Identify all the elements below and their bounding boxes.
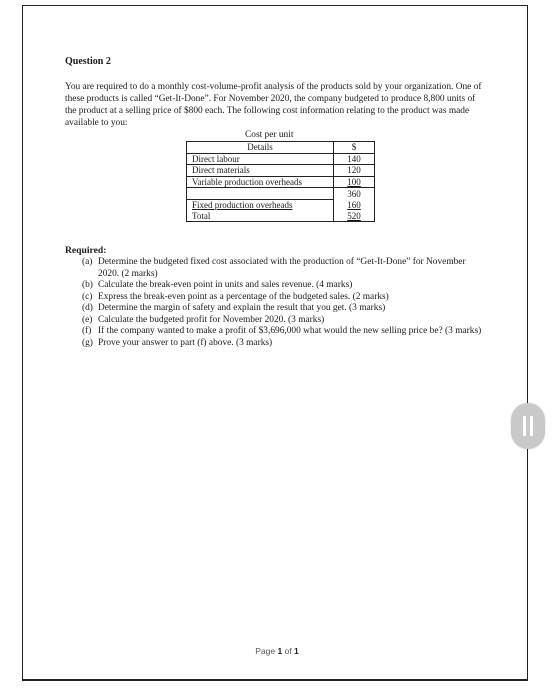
required-list [82,257,486,349]
table-row [187,200,375,211]
list-item [82,315,486,327]
list-item [82,303,486,315]
table-row [187,211,375,222]
row-label: Fixed production overheads [192,200,293,210]
part-text: If the company wanted to make a profit of $3,696,000 what would the new selling price be? (3 marks) [98,326,482,336]
table-row [187,176,375,188]
table-caption: Cost per unit [245,130,294,140]
intro-paragraph: You are required to do a monthly cost-volume-profit analysis of the products sold by your organization. One of these products is called “Get-It-Done”. For November 2020, the company budgeted to produce 8,800 units of the product at a selling price of $800 each. The following cost information relating to the product was made available to you: [65,82,482,128]
part-text: Prove your answer to part (f) above. (3 marks) [98,337,273,348]
part-tag: (e) [82,314,93,325]
row-amount: 520 [347,210,361,221]
row-amount: 360 [334,188,375,200]
row-amount: 160 [347,199,361,210]
table-row [187,153,375,165]
required-heading: Required: [65,245,107,256]
question-title: Question 2 [65,56,111,67]
part-tag: (d) [82,303,93,313]
amount-header: $ [334,142,375,154]
row-label: Direct labour [187,153,334,165]
row-label: Variable production overheads [187,176,334,188]
row-label: Total [187,211,334,222]
current-page: 1 [277,646,283,656]
part-text: Express the break-even point as a percentage of the budgeted sales. (2 marks) [98,291,389,302]
list-item [82,292,486,304]
part-tag: (b) [82,280,93,290]
row-amount: 140 [334,153,375,165]
total-pages: 1 [294,646,299,656]
part-tag: (a) [82,257,93,267]
part-text: Determine the budgeted fixed cost associated with the production of “Get-It-Done” for November 2020. (2 marks) [98,257,466,279]
part-text: Determine the margin of safety and explain the result that you get. (3 marks) [98,303,386,313]
grip-line-icon [523,416,526,436]
table-row [187,165,375,177]
row-amount: 100 [347,176,361,187]
page-label: Page [255,646,276,656]
part-text: Calculate the break-even point in units and sales revenue. (4 marks) [98,280,353,290]
list-item [82,280,486,292]
scroll-handle[interactable] [511,403,545,449]
page-sep: of [284,646,292,656]
row-amount: 120 [334,165,375,177]
list-item [82,338,486,350]
list-item [82,257,486,280]
part-tag: (f) [82,326,92,336]
part-tag: (c) [82,291,93,302]
part-tag: (g) [82,337,93,348]
table-row [187,188,375,200]
row-label [187,188,334,200]
part-text: Calculate the budgeted profit for November 2020. (3 marks) [98,314,325,325]
page-indicator [0,646,554,656]
table-header-row [187,142,375,154]
list-item [82,326,486,338]
grip-line-icon [530,416,533,436]
row-label: Direct materials [187,165,334,177]
details-header: Details [187,142,334,154]
cost-table [186,141,375,222]
